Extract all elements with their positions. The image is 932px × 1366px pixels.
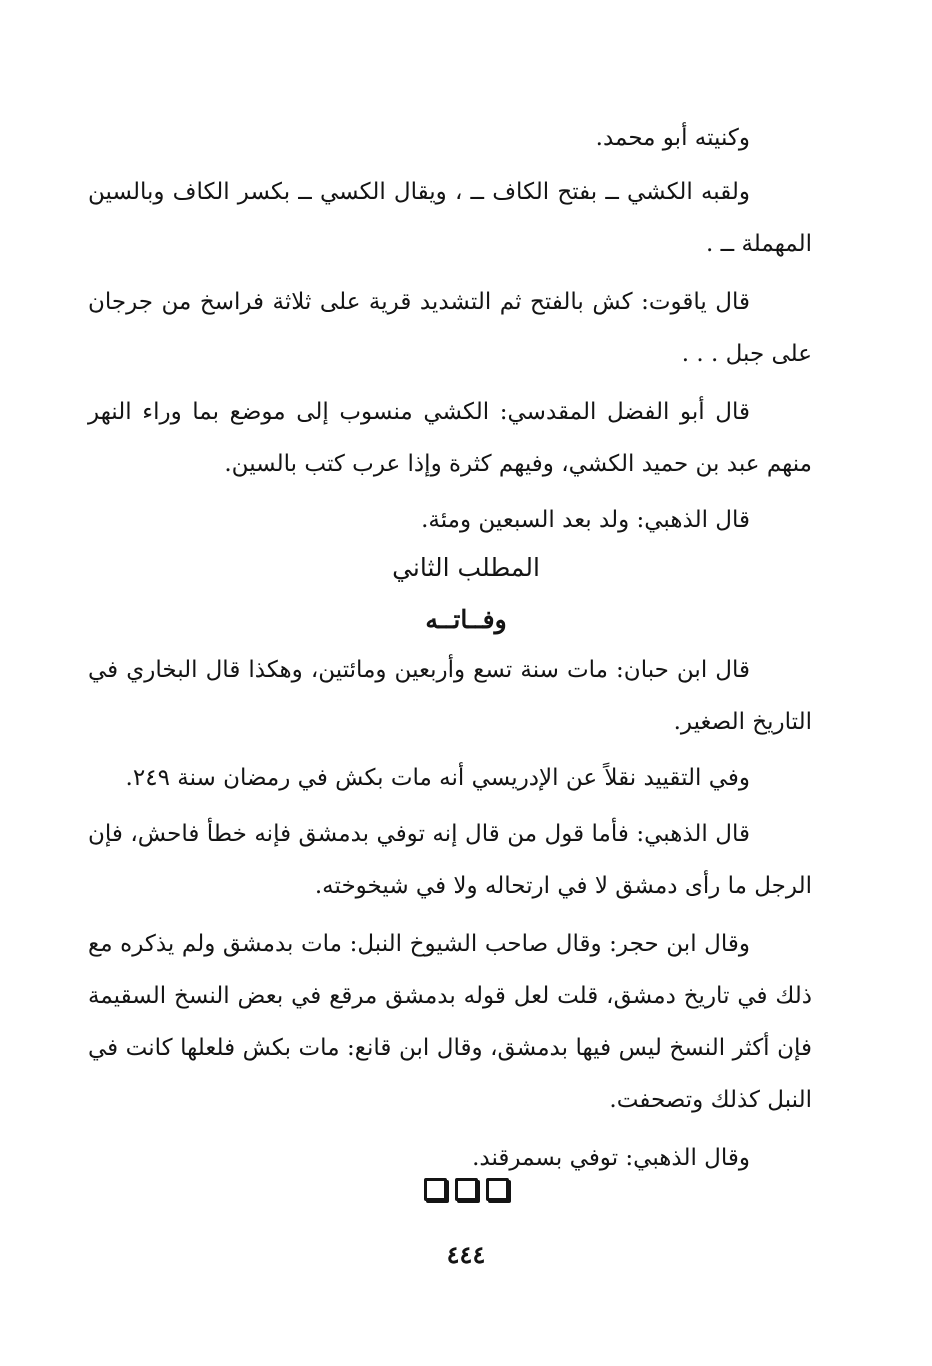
paragraph-dhahabi-samarqand: وقال الذهبي: توفي بسمرقند. [472, 1145, 750, 1171]
square-ornament [486, 1178, 509, 1201]
paragraph-ibn-hajar: وقال ابن حجر: وقال صاحب الشيوخ النبل: مات بدمشق ولم يذكره مع ذلك في تاريخ دمشق، قلت لعل قوله بدمشق مرقع في بعض النسخ السقيمة فإن أكثر النسخ ليس فيها بدمشق، وقال ابن قانع: مات بكش فلعلها كانت في النبل كذلك وتصحفت. [88, 931, 812, 1113]
top-text-block [88, 112, 812, 546]
paragraph-taqyid: وفي التقييد نقلاً عن الإدريسي أنه مات بكش في رمضان سنة ٢٤٩. [125, 765, 750, 791]
page-number: ٤٤٤ [446, 1240, 486, 1269]
paragraph-dhahabi-death: قال الذهبي: فأما قول من قال إنه توفي بدمشق فإنه خطأ فاحش، فإن الرجل ما رأى دمشق لا في ارتحاله ولا في شيخوخته. [88, 821, 812, 899]
paragraph-laqab: ولقبه الكشي ــ بفتح الكاف ــ ، ويقال الكسي ــ بكسر الكاف وبالسين المهملة ــ . [88, 179, 812, 257]
square-ornament [455, 1178, 478, 1201]
paragraph-maqdisi: قال أبو الفضل المقدسي: الكشي منسوب إلى موضع بما وراء النهر منهم عبد بن حميد الكشي، وفيهم كثرة وإذا عرب كتب بالسين. [88, 399, 812, 477]
square-ornament [424, 1178, 447, 1201]
section-subheading: وفــاتــه [425, 605, 507, 634]
three-squares-icon [0, 1178, 932, 1201]
paragraph-dhahabi-birth: قال الذهبي: ولد بعد السبعين ومئة. [421, 507, 750, 533]
paragraph-ibn-hibban: قال ابن حبان: مات سنة تسع وأربعين ومائتين، وهكذا قال البخاري في التاريخ الصغير. [88, 657, 812, 735]
bottom-text-block [88, 644, 812, 1184]
paragraph-yaqut: قال ياقوت: كش بالفتح ثم التشديد قرية على ثلاثة فراسخ من جرجان على جبل . . . [88, 289, 812, 367]
section-heading: المطلب الثاني [392, 553, 540, 582]
paragraph-kunya: وكنيته أبو محمد. [595, 125, 750, 151]
